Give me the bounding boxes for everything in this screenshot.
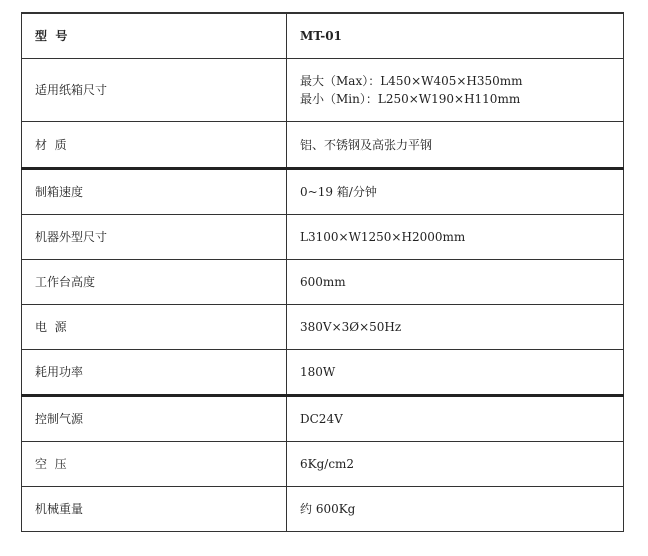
row-value: 6Kg/cm2 [287, 442, 624, 487]
row-value: 380V×3Ø×50Hz [287, 305, 624, 350]
spec-table [21, 12, 624, 532]
table-row [22, 59, 624, 122]
table-row [22, 442, 624, 487]
row-value: L3100×W1250×H2000mm [287, 215, 624, 260]
row-label: 空 压 [22, 442, 287, 487]
row-value: 600mm [287, 260, 624, 305]
row-label: 适用纸箱尺寸 [22, 59, 287, 122]
row-label: 制箱速度 [22, 169, 287, 215]
table-row [22, 487, 624, 532]
row-value: 180W [287, 350, 624, 396]
row-value: 约 600Kg [287, 487, 624, 532]
table-header-row [22, 13, 624, 59]
row-label: 控制气源 [22, 396, 287, 442]
row-value: 0~19 箱/分钟 [287, 169, 624, 215]
table-row [22, 350, 624, 396]
row-label: 工作台高度 [22, 260, 287, 305]
row-value: DC24V [287, 396, 624, 442]
max-size-value: 最大（Max）：L450×W405×H350mm [300, 74, 523, 88]
row-label: 电 源 [22, 305, 287, 350]
table-row [22, 215, 624, 260]
model-label: 型 号 [22, 13, 287, 59]
row-label: 机器外型尺寸 [22, 215, 287, 260]
table-row [22, 396, 624, 442]
table-row [22, 260, 624, 305]
model-value: MT-01 [287, 13, 624, 59]
row-value [287, 59, 624, 122]
table-row [22, 305, 624, 350]
row-label: 耗用功率 [22, 350, 287, 396]
min-size-value: 最小（Min）：L250×W190×H110mm [300, 92, 521, 106]
table-row [22, 169, 624, 215]
row-value: 铝、不锈钢及高张力平钢 [287, 122, 624, 169]
row-label: 材 质 [22, 122, 287, 169]
row-label: 机械重量 [22, 487, 287, 532]
table-row [22, 122, 624, 169]
